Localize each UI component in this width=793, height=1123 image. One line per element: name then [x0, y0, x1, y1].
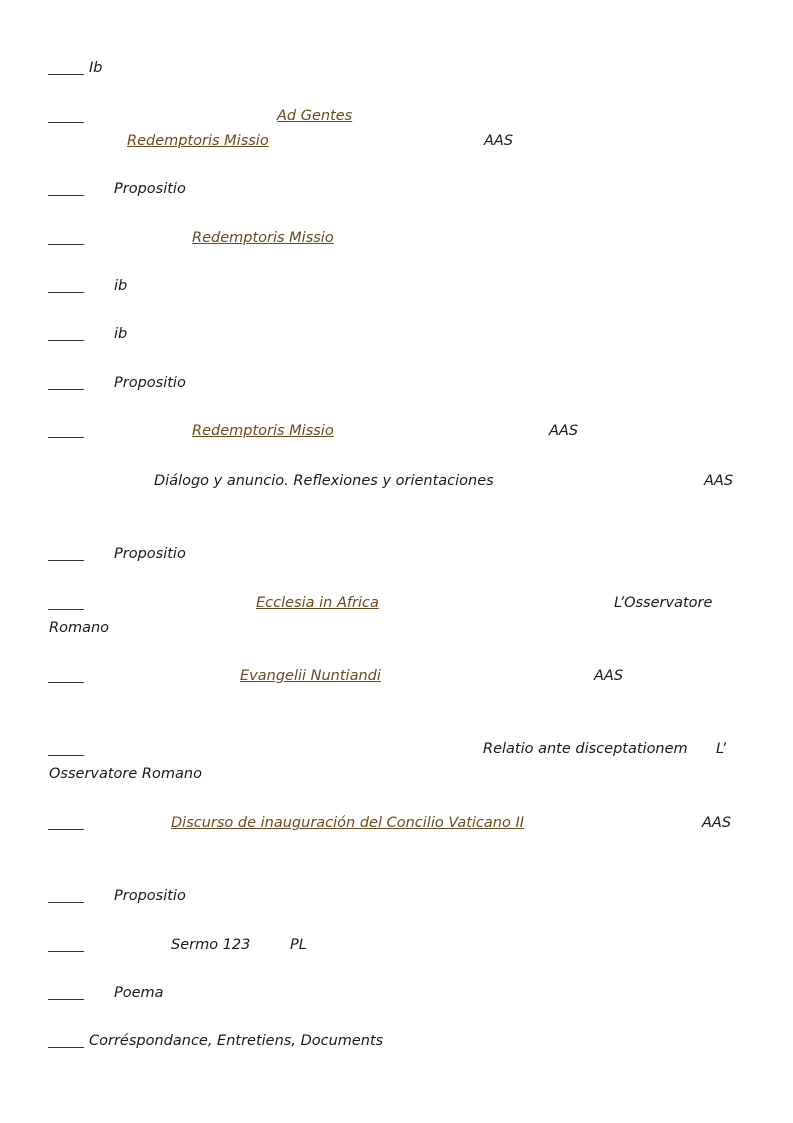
note-link-redemptoris-missio[interactable]: Redemptoris Missio [192, 423, 334, 439]
note-link-ecclesia-in-africa[interactable]: Ecclesia in Africa [256, 595, 379, 611]
note-text: AAS [704, 473, 734, 489]
note-text: Propositio [114, 888, 186, 904]
footnote-rule [48, 437, 84, 438]
note-text: Romano [49, 620, 110, 636]
note-text: AAS [702, 815, 732, 831]
note-text: Diálogo y anuncio. Reflexiones y orientaciones [154, 473, 494, 489]
note-text: L’Osservatore [614, 595, 713, 611]
footnote-rule [48, 609, 84, 610]
footnote-rule [48, 1047, 84, 1048]
footnote-rule [48, 560, 84, 561]
footnote-rule [48, 292, 84, 293]
note-link-ad-gentes[interactable]: Ad Gentes [277, 108, 353, 124]
footnote-rule [48, 755, 84, 756]
footnote-rule [48, 682, 84, 683]
note-text: Ib [89, 60, 103, 76]
note-text: AAS [484, 133, 514, 149]
note-text: ib [114, 326, 128, 342]
note-text: Osservatore Romano [49, 766, 202, 782]
footnote-rule [48, 951, 84, 952]
note-text: ib [114, 278, 128, 294]
note-text: AAS [594, 668, 624, 684]
footnote-rule [48, 999, 84, 1000]
note-text: Propositio [114, 546, 186, 562]
note-link-discurso-inauguracion[interactable]: Discurso de inauguración del Concilio Vaticano II [171, 815, 525, 831]
footnote-rule [48, 74, 84, 75]
footnote-rule [48, 122, 84, 123]
footnote-rule [48, 340, 84, 341]
note-link-redemptoris-missio[interactable]: Redemptoris Missio [127, 133, 269, 149]
note-text: PL [290, 937, 307, 953]
note-text: L’ [716, 741, 727, 757]
footnote-rule [48, 244, 84, 245]
note-text: Corréspondance, Entretiens, Documents [89, 1033, 384, 1049]
footnote-rule [48, 829, 84, 830]
note-text: Propositio [114, 375, 186, 391]
note-text: Sermo 123 [171, 937, 251, 953]
note-text: Propositio [114, 181, 186, 197]
note-text: AAS [549, 423, 579, 439]
footnote-rule [48, 195, 84, 196]
note-text: Relatio ante disceptationem [483, 741, 688, 757]
footnote-rule [48, 902, 84, 903]
note-link-redemptoris-missio[interactable]: Redemptoris Missio [192, 230, 334, 246]
note-link-evangelii-nuntiandi[interactable]: Evangelii Nuntiandi [240, 668, 381, 684]
note-text: Poema [114, 985, 164, 1001]
footnote-rule [48, 389, 84, 390]
